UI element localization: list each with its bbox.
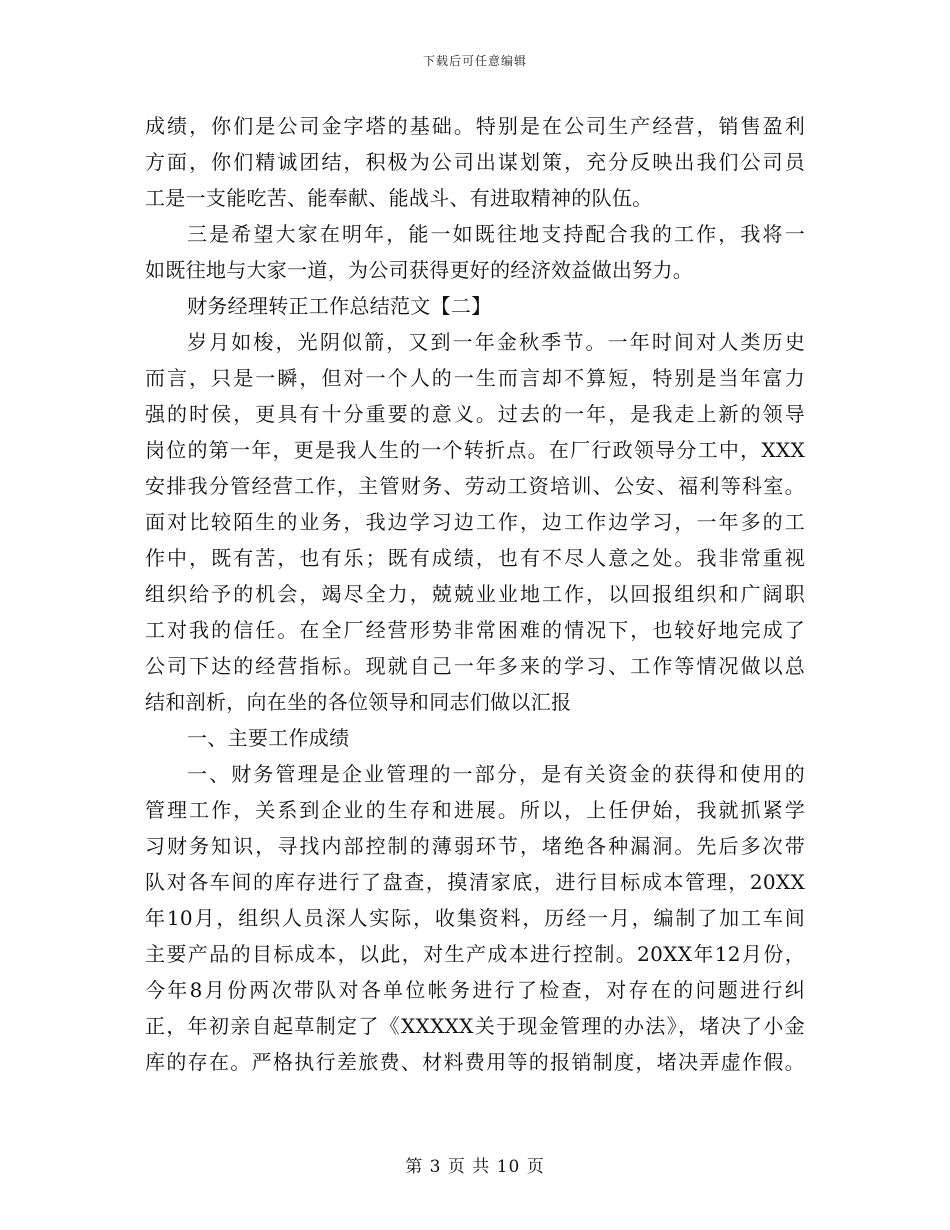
text-line: 而言，只是一瞬，但对一个人的一生而言却不算短，特别是当年富力 [145, 366, 805, 390]
page-number: 第 3 页 共 10 页 [405, 1157, 545, 1177]
page-header: 下载后可任意编辑 [422, 54, 527, 68]
text-line: 工对我的信任。在全厂经营形势非常困难的情况下，也较好地完成了 [145, 618, 805, 642]
text-line: 习财务知识，寻找内部控制的薄弱环节，堵绝各种漏洞。先后多次带 [145, 834, 805, 858]
section-heading: 一、主要工作成绩 [187, 726, 350, 750]
text-line: 三是希望大家在明年，能一如既往地支持配合我的工作，我将一 [187, 222, 805, 246]
text-line: 年10月，组织人员深人实际，收集资料，历经一月，编制了加工车间 [145, 906, 805, 930]
text-line: 组织给予的机会，竭尽全力，兢兢业业地工作，以回报组织和广阔职 [145, 582, 805, 606]
text-line: 正，年初亲自起草制定了《XXXXX关于现金管理的办法》，堵决了小金 [145, 1014, 805, 1038]
text-line: 工是一支能吃苦、能奉献、能战斗、有进取精神的队伍。 [145, 186, 653, 210]
text-line: 一、财务管理是企业管理的一部分，是有关资金的获得和使用的 [187, 762, 805, 786]
text-line: 岁月如梭，光阴似箭，又到一年金秋季节。一年时间对人类历史 [187, 330, 805, 354]
section-title: 财务经理转正工作总结范文【二】 [187, 294, 492, 318]
text-line: 成绩，你们是公司金字塔的基础。特别是在公司生产经营，销售盈利 [145, 114, 805, 138]
text-line: 岗位的第一年，更是我人生的一个转折点。在厂行政领导分工中，XXX [145, 438, 805, 462]
text-line: 管理工作，关系到企业的生存和进展。所以，上任伊始，我就抓紧学 [145, 798, 805, 822]
text-line: 公司下达的经营指标。现就自己一年多来的学习、工作等情况做以总 [145, 654, 805, 678]
text-line: 方面，你们精诚团结，积极为公司出谋划策，充分反映出我们公司员 [145, 150, 805, 174]
text-line: 队对各车间的库存进行了盘查，摸清家底，进行目标成本管理，20XX [145, 870, 805, 894]
text-line: 安排我分管经营工作，主管财务、劳动工资培训、公安、福利等科室。 [145, 474, 805, 498]
text-line: 主要产品的目标成本，以此，对生产成本进行控制。20XX年12月份， [145, 942, 805, 966]
document-body [145, 108, 805, 1080]
text-line: 库的存在。严格执行差旅费、材料费用等的报销制度，堵决弄虚作假。 [145, 1050, 805, 1074]
text-line: 面对比较陌生的业务，我边学习边工作，边工作边学习，一年多的工 [145, 510, 805, 534]
text-line: 如既往地与大家一道，为公司获得更好的经济效益做出努力。 [145, 258, 694, 282]
text-line: 今年8月份两次带队对各单位帐务进行了检查，对存在的问题进行纠 [145, 978, 805, 1002]
text-line: 作中，既有苦，也有乐；既有成绩，也有不尽人意之处。我非常重视 [145, 546, 805, 570]
text-line: 强的时侯，更具有十分重要的意义。过去的一年，是我走上新的领导 [145, 402, 805, 426]
text-line: 结和剖析，向在坐的各位领导和同志们做以汇报 [145, 690, 572, 714]
